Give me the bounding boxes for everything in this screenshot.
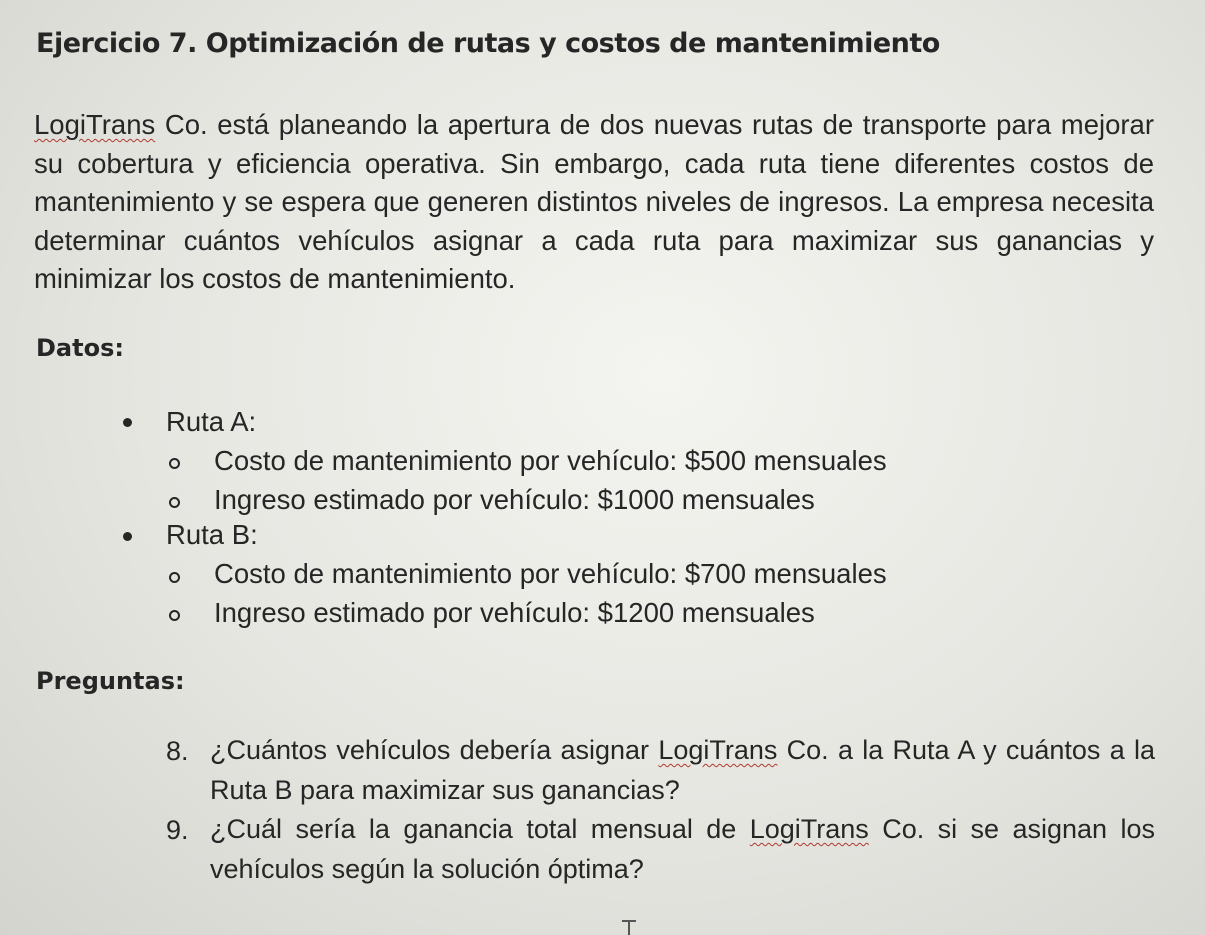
route-b-income: Ingreso estimado por vehículo: $1200 mensuales [214,597,815,628]
question-text: ¿Cuántos vehículos debería asignar [210,735,659,765]
route-a-name: Ruta A: [166,406,257,437]
bullet-dot-icon [123,532,132,541]
bullet-circle-icon [169,497,180,508]
intro-paragraph [34,106,1154,299]
preguntas-heading: Preguntas: [36,667,185,695]
bullet-circle-icon [169,572,180,583]
bullet-circle-icon [169,610,180,621]
exercise-title: Ejercicio 7. Optimización de rutas y costos de mantenimiento [36,28,940,59]
question-text: Co. si se asignan los vehículos según la solución óptima? [210,814,1155,884]
question-8 [210,730,1155,810]
question-number: 9. [166,815,189,845]
route-b-name: Ruta B: [166,519,258,550]
question-text: Co. a la Ruta A y cuántos a la Ruta B para maximizar sus ganancias? [210,735,1155,805]
bullet-circle-icon [169,458,180,469]
route-b-cost: Costo de mantenimiento por vehículo: $700 mensuales [214,558,887,589]
route-a-cost: Costo de mantenimiento por vehículo: $500 mensuales [214,445,887,476]
brand-name: LogiTrans [34,109,156,140]
text-cursor-icon [622,920,636,935]
bullet-dot-icon [123,418,132,427]
datos-heading: Datos: [36,334,124,362]
question-number: 8. [166,736,189,766]
brand-name: LogiTrans [658,735,778,765]
question-text: ¿Cuál sería la ganancia total mensual de [210,814,750,844]
question-9 [210,809,1155,889]
intro-text: Co. está planeando la apertura de dos nuevas rutas de transporte para mejorar su cobertura y eficiencia operativa. Sin embargo, cada ruta tiene diferentes costos de mantenimiento y se espera que generen distintos niveles de ingresos. La empresa necesita determinar cuántos vehículos asignar a cada ruta para maximizar sus ganancias y minimizar los costos de mantenimiento. [34,109,1154,294]
route-a-income: Ingreso estimado por vehículo: $1000 mensuales [214,484,815,515]
brand-name: LogiTrans [749,814,869,844]
